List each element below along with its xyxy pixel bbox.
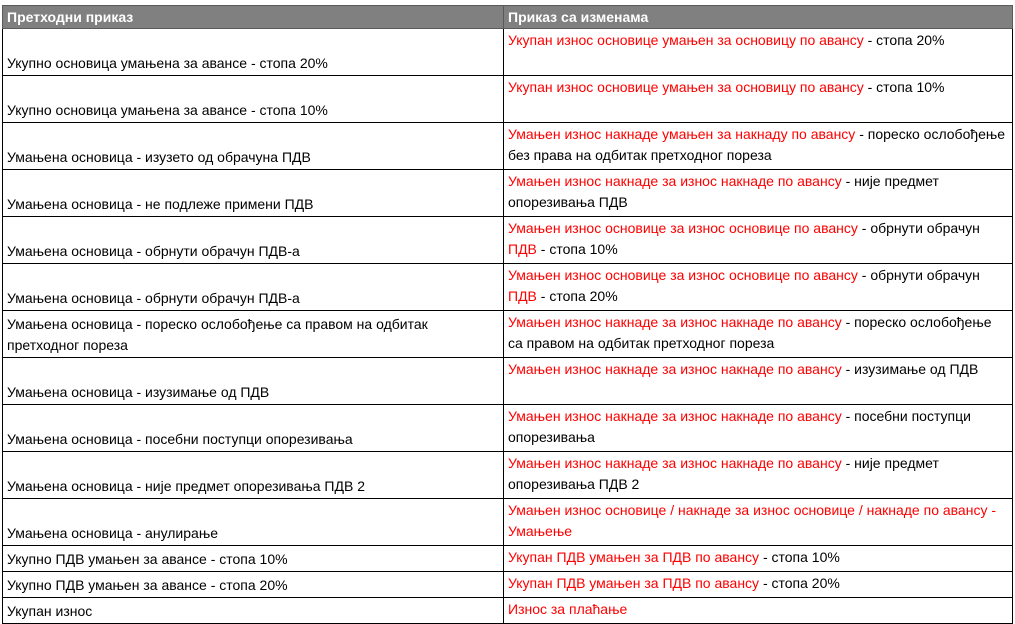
table-row xyxy=(3,311,1013,358)
new-label xyxy=(504,29,1013,76)
new-label-text: - стопа 10% xyxy=(863,79,945,95)
old-label: Умањена основица - изузимање од ПДВ xyxy=(3,358,504,405)
new-label-text: - пореско ослобођење без права на одбитак претходног пореза xyxy=(508,126,1006,163)
comparison-table xyxy=(2,5,1013,624)
new-label-highlight: Умањен износ основице за износ основице по авансу xyxy=(508,220,858,236)
old-label: Укупно основица умањена за авансе - стопа 20% xyxy=(3,29,504,76)
table-row xyxy=(3,123,1013,170)
new-label-highlight: Умањен износ накнаде за износ накнаде по авансу xyxy=(508,361,842,377)
table-row xyxy=(3,546,1013,572)
old-label: Умањена основица - обрнути обрачун ПДВ-а xyxy=(3,217,504,264)
old-label: Укупно ПДВ умањен за авансе - стопа 20% xyxy=(3,572,504,598)
new-label-highlight: Умањен износ накнаде умањен за накнаду по авансу xyxy=(508,126,856,142)
new-label-text: - стопа 20% xyxy=(863,32,945,48)
table-row xyxy=(3,76,1013,123)
old-label: Умањена основица - није предмет опорезивања ПДВ 2 xyxy=(3,452,504,499)
table-row xyxy=(3,499,1013,546)
new-label xyxy=(504,598,1013,624)
old-label: Умањена основица - обрнути обрачун ПДВ-а xyxy=(3,264,504,311)
new-label-highlight: Умањен износ накнаде за износ накнаде по авансу xyxy=(508,455,842,471)
new-label xyxy=(504,217,1013,264)
new-label xyxy=(504,452,1013,499)
new-label-text: - стопа 20% xyxy=(759,575,840,591)
new-label-highlight: Укупан ПДВ умањен за ПДВ по авансу xyxy=(508,549,760,565)
new-label xyxy=(504,170,1013,217)
old-label: Укупно ПДВ умањен за авансе - стопа 10% xyxy=(3,546,504,572)
new-label-highlight: Умањен износ накнаде за износ накнаде по авансу xyxy=(508,314,842,330)
old-label: Укупно основица умањена за авансе - стопа 10% xyxy=(3,76,504,123)
new-label-highlight: Укупан ПДВ умањен за ПДВ по авансу xyxy=(508,575,760,591)
new-label-highlight: Умањен износ накнаде за износ накнаде по авансу xyxy=(508,408,842,424)
new-label xyxy=(504,358,1013,405)
new-label-highlight: Умањен износ накнаде за износ накнаде по авансу xyxy=(508,173,842,189)
new-label-text-2: - стопа 20% xyxy=(536,288,618,304)
old-label: Умањена основица - анулирање xyxy=(3,499,504,546)
table-row xyxy=(3,452,1013,499)
old-label: Умањена основица - посебни поступци опорезивања xyxy=(3,405,504,452)
new-label-highlight: Укупан износ основице умањен за основицу по авансу xyxy=(508,32,864,48)
new-label-highlight-2: ПДВ xyxy=(508,241,537,257)
new-label-highlight: Износ за плаћање xyxy=(508,601,628,617)
table-row xyxy=(3,29,1013,76)
new-label-text: - није предмет опорезивања ПДВ 2 xyxy=(508,455,939,492)
new-label-highlight-2: ПДВ xyxy=(508,288,537,304)
header-row xyxy=(3,6,1013,29)
old-label: Умањена основица - пореско ослобођење са правом на одбитак претходног пореза xyxy=(3,311,504,358)
new-label-text: - обрнути обрачун xyxy=(857,267,980,283)
table-row xyxy=(3,405,1013,452)
old-label: Умањена основица - не подлеже примени ПДВ xyxy=(3,170,504,217)
new-label-text: - обрнути обрачун xyxy=(857,220,980,236)
new-label-highlight: Умањен износ основице за износ основице по авансу xyxy=(508,267,858,283)
old-label: Умањена основица - изузето од обрачуна ПДВ xyxy=(3,123,504,170)
new-label-highlight: Умањен износ основице / накнаде за износ основице / накнаде по авансу - Умањење xyxy=(508,502,997,539)
new-label-text: - пореско ослобођење са правом на одбитак претходног пореза xyxy=(508,314,992,351)
old-label: Укупан износ xyxy=(3,598,504,624)
header-previous: Претходни приказ xyxy=(3,6,504,29)
new-label xyxy=(504,311,1013,358)
new-label xyxy=(504,264,1013,311)
table-row xyxy=(3,598,1013,624)
new-label-text: - стопа 10% xyxy=(759,549,840,565)
new-label-text-2: - стопа 10% xyxy=(536,241,618,257)
table-row xyxy=(3,264,1013,311)
new-label xyxy=(504,572,1013,598)
new-label-text: - није предмет опорезивања ПДВ xyxy=(508,173,939,210)
new-label-text: - посебни поступци опорезивања xyxy=(508,408,971,445)
new-label-text: - изузимање од ПДВ xyxy=(841,361,979,377)
table-row xyxy=(3,358,1013,405)
table-row xyxy=(3,217,1013,264)
new-label xyxy=(504,123,1013,170)
new-label-highlight: Укупан износ основице умањен за основицу по авансу xyxy=(508,79,864,95)
new-label xyxy=(504,499,1013,546)
new-label xyxy=(504,546,1013,572)
new-label xyxy=(504,76,1013,123)
table-row xyxy=(3,170,1013,217)
header-changed: Приказ са изменама xyxy=(504,6,1013,29)
table-row xyxy=(3,572,1013,598)
new-label xyxy=(504,405,1013,452)
